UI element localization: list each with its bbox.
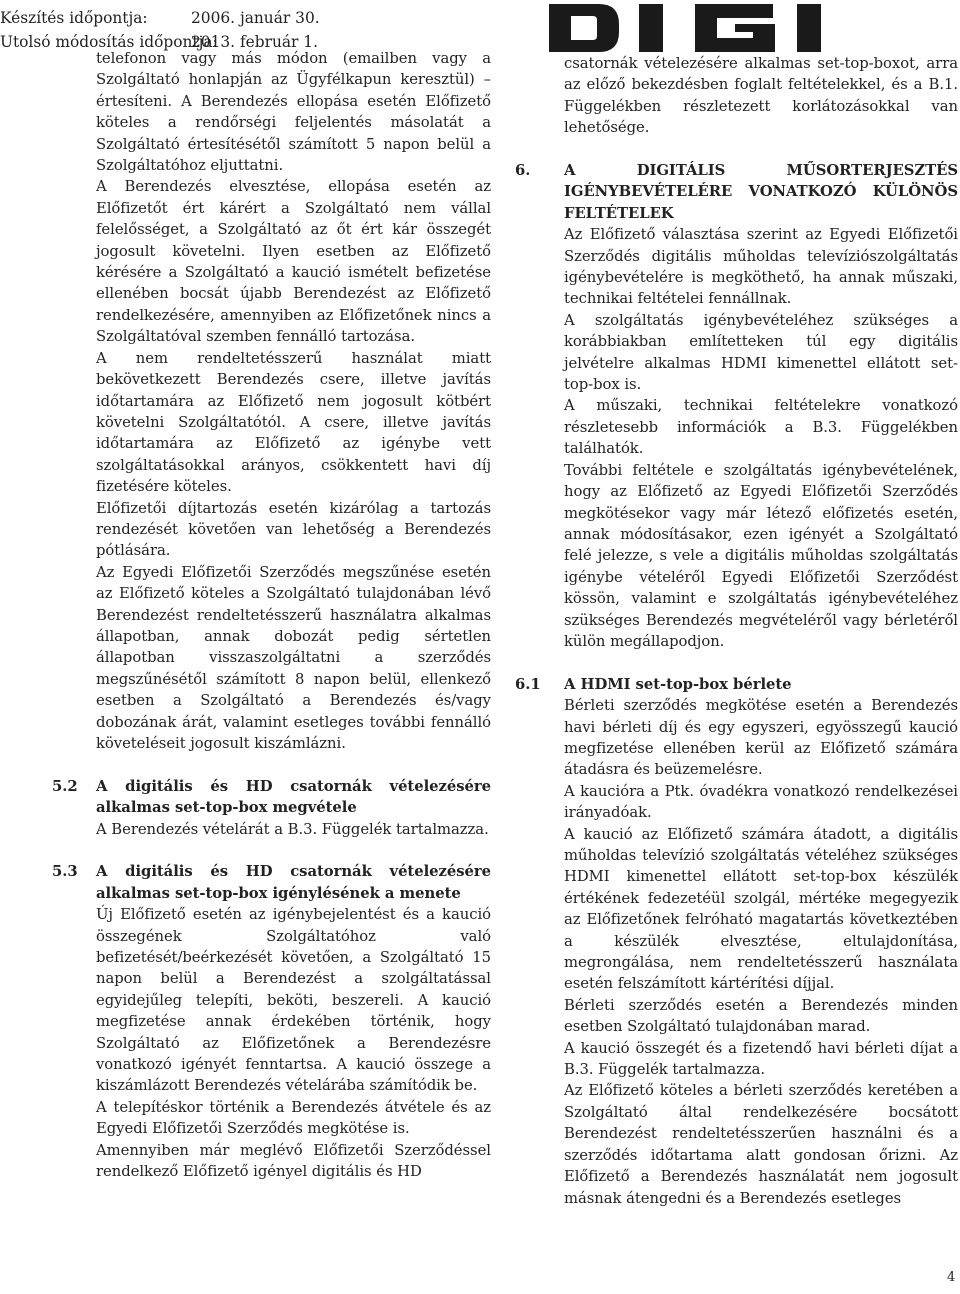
spacer xyxy=(96,754,491,775)
created-date-row xyxy=(0,6,320,30)
paragraph: A Berendezés vételárát a B.3. Függelék tartalmazza. xyxy=(96,820,489,838)
paragraph: Új Előfizető esetén az igénybejelentést és a kaució összegének Szolgáltatóhoz való befizetését/beérkezését követően, a Szolgáltató 15 napon belül a Berendezést a szolgáltatással egyidejűleg telepíti, beköti, beszereli. A kaució megfizetése annak érdekében történik, hogy Szolgáltató az Előfizetőnek a Berendezésre vonatkozó igényét fenntartsa. A kaució összege a kiszámlázott Berendezés vételárába számítódik be. xyxy=(96,906,491,1095)
spacer xyxy=(564,652,958,673)
paragraph: Bérleti szerződés esetén a Berendezés minden esetben Szolgáltató tulajdonában marad. xyxy=(564,996,958,1036)
section-number: 6.1 xyxy=(515,675,541,693)
modified-value: 2013. február 1. xyxy=(191,33,318,51)
paragraph: Előfizetői díjtartozás esetén kizárólag a tartozás rendezését követően van lehetőség a Berendezés pótlására. xyxy=(96,499,491,560)
section-number: 6. xyxy=(515,162,531,180)
paragraph: A kaució az Előfizető számára átadott, a digitális műholdas televízió szolgáltatás vételéhez szükséges HDMI kimenettel ellátott set-top-box készülék értékének fedezetéül szolgál, mértéke megegyezik az Előfizetőnek felróható magatartás következtében a készülék elvesztése, eltulajdonítása, megrongálása, nem rendeltetésszerű használata esetén felszámított kártérítési díjjal. xyxy=(564,825,958,993)
paragraph: A telepítéskor történik a Berendezés átvétele és az Egyedi Előfizetői Szerződés megkötése is. xyxy=(96,1098,491,1138)
section-heading-5-3 xyxy=(52,861,491,904)
paragraph: Amennyiben már meglévő Előfizetői Szerződéssel rendelkező Előfizető igényel digitális és HD xyxy=(96,1141,491,1181)
spacer xyxy=(564,139,958,160)
section-number: 5.3 xyxy=(52,863,78,881)
section-title: A HDMI set-top-box bérlete xyxy=(564,675,792,693)
paragraph: Az Egyedi Előfizetői Szerződés megszűnése esetén az Előfizető köteles a Szolgáltató tulajdonában lévő Berendezést rendeltetésszerű használatra alkalmas állapotban, annak dobozát pedig sértetlen állapotban visszaszolgáltatni a szerződés megszűnésétől számított 8 napon belül, ellenkező esetben a Szolgáltató a Berendezés és/vagy dobozának árát, valamint esetleges további fennálló követeléseit jogosult kiszámlázni. xyxy=(96,563,491,752)
paragraph: Az Előfizető választása szerint az Egyedi Előfizetői Szerződés digitális műholdas televíziószolgáltatás igénybevételére is megköthető, ha annak műszaki, technikai feltételei fennállnak. xyxy=(564,226,958,308)
paragraph: csatornák vételezésére alkalmas set-top-boxot, arra az előző bekezdésben foglalt feltételekkel, és a B.1. Függelékben részletezett korlátozásokkal van lehetősége. xyxy=(564,55,958,137)
paragraph: A műszaki, technikai feltételekre vonatkozó részletesebb információk a B.3. Függelékben találhatók. xyxy=(564,397,958,458)
digi-logo xyxy=(547,4,875,52)
section-number: 5.2 xyxy=(52,777,78,795)
section-title: A digitális és HD csatornák vételezésére alkalmas set-top-box igénylésének a menete xyxy=(96,863,491,902)
created-value: 2006. január 30. xyxy=(191,9,320,27)
section-heading-6 xyxy=(515,160,958,224)
paragraph: Bérleti szerződés megkötése esetén a Berendezés havi bérleti díj és egy egyszeri, egyösszegű kaució megfizetése ellenében kerül az Előfizető számára átadásra és beüzemelésre. xyxy=(564,697,958,779)
created-label: Készítés időpontja: xyxy=(0,9,148,27)
section-heading-6-1 xyxy=(515,674,958,695)
paragraph: További feltétele e szolgáltatás igénybevételének, hogy az Előfizető az Egyedi Előfizetői Szerződés megkötésekor vagy már létező előfizetés esetén, annak módosításakor, ezen igényét a Szolgáltató felé jelezze, s vele a digitális műholdas szolgáltatás igénybe vételéről Egyedi Előfizetői Szerződést kössön, valamint e szolgáltatás igénybevételéhez szükséges Berendezés megvételéről vagy bérletéről külön megállapodjon. xyxy=(564,461,958,650)
paragraph: Az Előfizető köteles a bérleti szerződés keretében a Szolgáltató által rendelkezésére bocsátott Berendezést rendeltetésszerűen használni és a szerződés időtartama alatt gondosan őrizni. Az Előfizető a Berendezés használatát nem jogosult másnak átengedni és a Berendezés esetleges xyxy=(564,1082,958,1207)
page-number: 4 xyxy=(947,1270,956,1285)
modified-label: Utolsó módosítás időpontja: xyxy=(0,33,218,51)
right-column xyxy=(515,53,958,1209)
section-heading-5-2 xyxy=(52,776,491,819)
paragraph: A Berendezés elvesztése, ellopása esetén az Előfizetőt ért kárért a Szolgáltató nem vállal felelősséget, a Szolgáltató az őt ért kár összegét jogosult követelni. Ilyen esetben az Előfizető kérésére a Szolgáltató a kaució ismételt befizetése ellenében bocsát újabb Berendezést az Előfizető rendelkezésére, amennyiben az Előfizetőnek nincs a Szolgáltatóval szemben fennálló tartozása. xyxy=(96,178,491,346)
section-title: A digitális és HD csatornák vételezésére alkalmas set-top-box megvétele xyxy=(96,777,491,817)
section-title: A DIGITÁLIS MŰSORTERJESZTÉS IGÉNYBEVÉTELÉRE VONATKOZÓ KÜLÖNÖS FELTÉTELEK xyxy=(564,162,958,222)
document-metadata xyxy=(0,6,320,54)
paragraph: A szolgáltatás igénybevételéhez szükséges a korábbiakban említetteken túl egy digitális jelvételre alkalmas HDMI kimenettel ellátott set-top-box is. xyxy=(564,311,958,394)
paragraph: A nem rendeltetésszerű használat miatt bekövetkezett Berendezés csere, illetve javítás időtartamára az Előfizető nem jogosult kötbért követelni Szolgáltatótól. A csere, illetve javítás időtartamára az Előfizető az igénybe vett szolgáltatásokkal arányos, csökkentett havi díj fizetésére köteles. xyxy=(96,349,491,496)
paragraph: A kaucióra a Ptk. óvadékra vonatkozó rendelkezései irányadóak. xyxy=(564,782,958,822)
paragraph: A kaució összegét és a fizetendő havi bérleti díjat a B.3. Függelék tartalmazza. xyxy=(564,1039,958,1079)
spacer xyxy=(96,840,491,861)
left-column xyxy=(52,48,491,1183)
paragraph: telefonon vagy más módon (emailben vagy a Szolgáltató honlapján az Ügyfélkapun keresztül) – értesíteni. A Berendezés ellopása esetén Előfizető köteles a rendőrségi feljelentés másolatát a Szolgáltató értesítésétől számított 5 napon belül a Szolgáltatóhoz eljuttatni. xyxy=(96,50,491,175)
